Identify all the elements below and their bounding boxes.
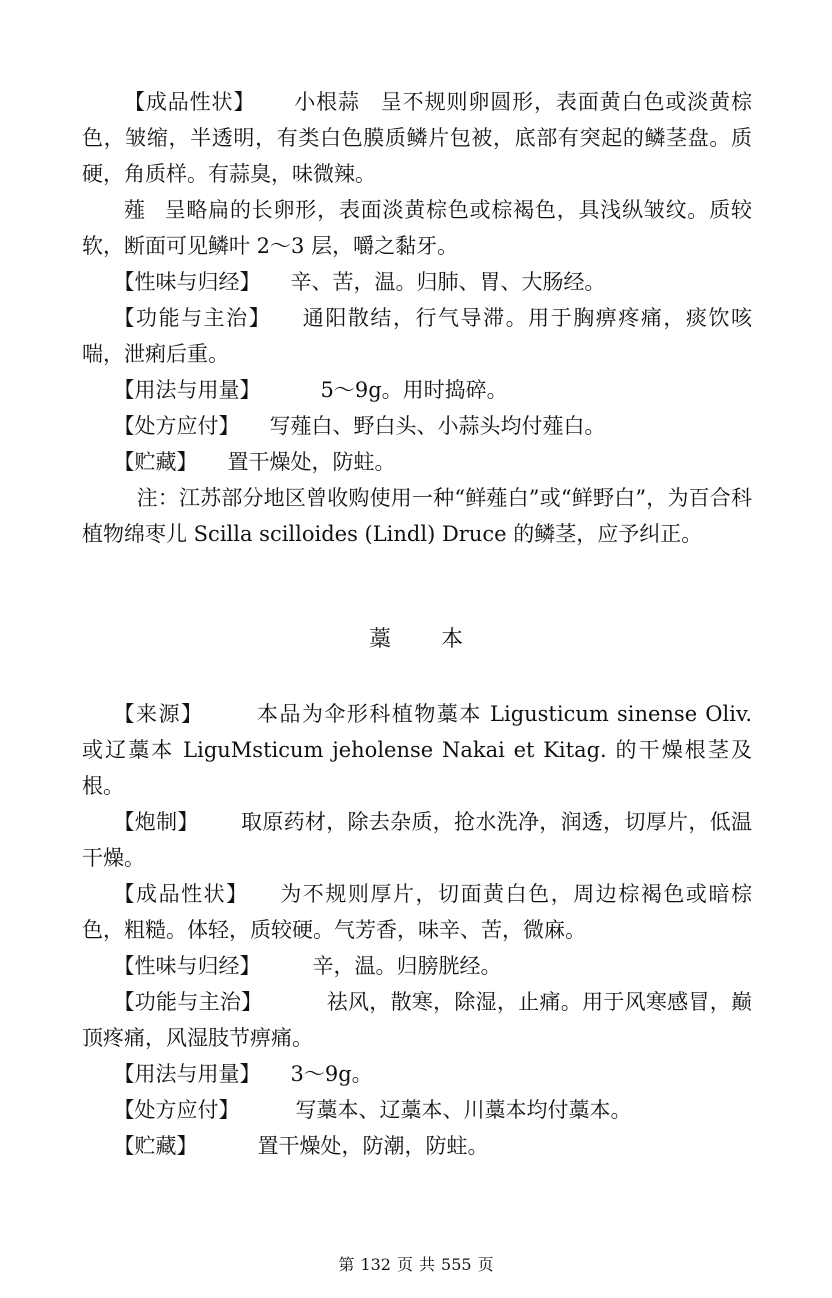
- paragraph-appearance-xie: [82, 192, 752, 264]
- paragraph-text: 呈略扁的长卵形，表面淡黄棕色或棕褐色，具浅纵皱纹。质较软，断面可见鳞叶 2～3 层，嚼之黏牙。: [82, 198, 753, 258]
- paragraph-prescription: [82, 408, 752, 444]
- paragraph-text: 呈不规则卵圆形，表面黄白色或淡黄棕色，皱缩，半透明，有类白色膜质鳞片包被，底部有突起的鳞茎盘。质硬，角质样。有蒜臭，味微辣。: [82, 90, 753, 186]
- section-label: 【处方应付】: [113, 1098, 240, 1122]
- footer-word: 页: [477, 1255, 494, 1274]
- paragraph-usage-dosage-2: [82, 1056, 752, 1092]
- section-label: 【处方应付】: [113, 414, 240, 438]
- paragraph-text: 置干燥处，防潮，防蛀。: [257, 1134, 489, 1158]
- footer-word: 页: [396, 1255, 413, 1274]
- heading-char: 本: [441, 627, 464, 652]
- paragraph-text: 祛风，散寒，除湿，止痛。用于风寒感冒，巅顶疼痛，风湿肢节痹痛。: [82, 990, 753, 1050]
- section-label: 【功能与主治】: [113, 990, 263, 1014]
- paragraph-text: 3～9g。: [290, 1062, 373, 1086]
- paragraph-text: 辛、苦，温。归肺、胃、大肠经。: [290, 270, 606, 294]
- page-number: 132: [360, 1255, 391, 1274]
- paragraph-text: 取原药材，除去杂质，抢水洗净，润透，切厚片，低温干燥。: [82, 810, 753, 870]
- paragraph-text: 辛，温。归膀胱经。: [312, 954, 502, 978]
- paragraph-text: 5～9g。用时捣碎。: [320, 378, 508, 402]
- paragraph-nature-meridian: [82, 264, 752, 300]
- section-label: 【来源】: [113, 702, 204, 726]
- paragraph-function-indication-2: [82, 984, 752, 1056]
- paragraph-note: [82, 480, 752, 552]
- paragraph-storage-2: [82, 1128, 752, 1164]
- paragraph-text: 写薤白、野白头、小蒜头均付薤白。: [269, 414, 606, 438]
- footer-word: 第: [338, 1255, 355, 1274]
- paragraph-source: [82, 696, 752, 804]
- section-label: 【成品性状】: [124, 90, 256, 114]
- paragraph-appearance: [82, 876, 752, 948]
- paragraph-appearance-xiaogensuan: [82, 84, 752, 192]
- paragraph-text: 置干燥处，防蛀。: [227, 450, 396, 474]
- paragraph-usage-dosage: [82, 372, 752, 408]
- section-label: 【成品性状】: [113, 882, 249, 906]
- section-label: 【性味与归经】: [113, 954, 261, 978]
- total-pages: 555: [441, 1255, 472, 1274]
- section-label: 【性味与归经】: [113, 270, 261, 294]
- section-label: 【贮藏】: [113, 1134, 198, 1158]
- paragraph-prescription-2: [82, 1092, 752, 1128]
- section-label: 【炮制】: [113, 810, 199, 834]
- paragraph-processing: [82, 804, 752, 876]
- paragraph-text: 通阳散结，行气导滞。用于胸痹疼痛，痰饮咳喘，泄痢后重。: [82, 306, 753, 366]
- heading-char: 藁: [368, 627, 391, 652]
- paragraph-text: 本品为伞形科植物藁本 Ligusticum sinense Oliv. 或辽藁本 LiguMsticum jeholense Nakai et Kitag. 的干燥根茎及根。: [82, 702, 752, 798]
- paragraph-text: 写藁本、辽藁本、川藁本均付藁本。: [295, 1098, 632, 1122]
- page-footer: [0, 1254, 832, 1276]
- section-label: 【贮藏】: [113, 450, 198, 474]
- paragraph-text: 注：江苏部分地区曾收购使用一种“鲜薤白”或“鲜野白”，为百合科植物绵枣儿 Scilla scilloides (Lindl) Druce 的鳞茎，应予纠正。: [82, 486, 752, 546]
- entry-heading: [0, 622, 832, 658]
- paragraph-function-indication: [82, 300, 752, 372]
- section-label: 【用法与用量】: [113, 378, 261, 402]
- paragraph-nature-meridian-2: [82, 948, 752, 984]
- paragraph-storage: [82, 444, 752, 480]
- footer-word: 共: [419, 1255, 436, 1274]
- item-name: 薤: [124, 198, 146, 222]
- paragraph-text: 为不规则厚片，切面黄白色，周边棕褐色或暗棕色，粗糙。体轻，质较硬。气芳香，味辛、苦，微麻。: [82, 882, 753, 942]
- section-label: 【用法与用量】: [113, 1062, 261, 1086]
- item-name: 小根蒜: [293, 90, 360, 114]
- section-label: 【功能与主治】: [113, 306, 272, 330]
